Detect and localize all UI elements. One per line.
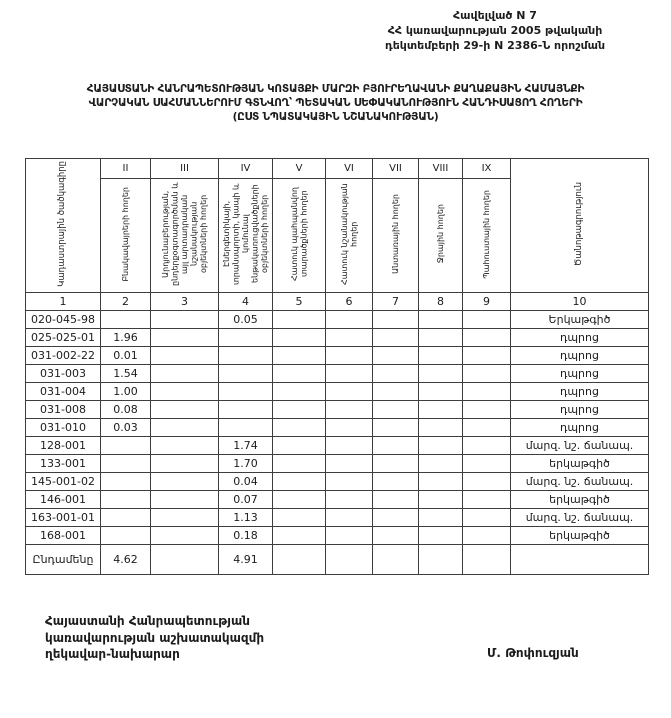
table-row xyxy=(26,473,649,491)
area-value-cell xyxy=(101,437,151,455)
area-value-cell xyxy=(463,437,511,455)
area-value-cell xyxy=(463,365,511,383)
area-value-cell xyxy=(373,455,419,473)
table-row xyxy=(26,347,649,365)
area-value-cell xyxy=(151,311,219,329)
area-value-cell xyxy=(273,455,326,473)
note-cell: Երկաթգիծ xyxy=(511,311,649,329)
footer-line-1: Հայաստանի Հանրապետության xyxy=(45,614,250,628)
appendix-line-2: ՀՀ կառավարության 2005 թվականի xyxy=(387,24,603,37)
area-value-cell xyxy=(219,383,273,401)
cadastral-code-cell: 020-045-98 xyxy=(26,311,101,329)
note-cell: մարզ. նշ. ճանապ. xyxy=(511,509,649,527)
table-row xyxy=(26,491,649,509)
total-value-cell xyxy=(373,545,419,575)
table-row xyxy=(26,527,649,545)
area-value-cell xyxy=(101,527,151,545)
area-value-cell: 0.01 xyxy=(101,347,151,365)
area-value-cell xyxy=(151,347,219,365)
area-value-cell: 1.74 xyxy=(219,437,273,455)
total-value-cell xyxy=(151,545,219,575)
table-row xyxy=(26,509,649,527)
area-value-cell: 1.54 xyxy=(101,365,151,383)
area-value-cell xyxy=(419,401,463,419)
table-row xyxy=(26,455,649,473)
area-value-cell xyxy=(273,347,326,365)
vertical-column-label: Հատուկ պահպանվող տարածքների հողեր xyxy=(289,187,308,281)
column-number: 6 xyxy=(326,293,373,311)
area-value-cell: 0.05 xyxy=(219,311,273,329)
cadastral-code-cell: 133-001 xyxy=(26,455,101,473)
cadastral-code-cell: 031-010 xyxy=(26,419,101,437)
area-value-cell xyxy=(151,365,219,383)
area-value-cell xyxy=(373,311,419,329)
appendix-line-1: Հավելված N 7 xyxy=(453,9,537,22)
area-value-cell xyxy=(373,509,419,527)
area-value-cell xyxy=(373,527,419,545)
area-value-cell xyxy=(326,527,373,545)
title-line-1: ՀԱՅԱՍՏԱՆԻ ՀԱՆՐԱՊԵՏՈՒԹՅԱՆ ԿՈՏԱՅՔԻ ՄԱՐԶԻ ԲՅՈՒՐԵՂԱՎԱՆԻ ՔԱՂԱՔԱՅԻՆ ՀԱՄԱՅՆՔԻ xyxy=(86,83,585,95)
vertical-column-label: Էներգետիկայի, տրանսպորտի, կապի և կոմունալ ենթակառուցվածքների օբյեկտների հողեր xyxy=(221,183,269,285)
column-number: 1 xyxy=(26,293,101,311)
note-cell: դպրոց xyxy=(511,401,649,419)
area-value-cell xyxy=(463,527,511,545)
area-value-cell xyxy=(373,365,419,383)
table-row xyxy=(26,383,649,401)
column-roman-numeral: V xyxy=(273,159,326,179)
area-value-cell xyxy=(463,347,511,365)
vertical-column-label: Կադաստրային ծածկագիրը xyxy=(57,161,68,287)
note-cell: դպրոց xyxy=(511,329,649,347)
column-label-cell xyxy=(373,179,419,293)
cadastral-code-cell: 163-001-01 xyxy=(26,509,101,527)
area-value-cell xyxy=(151,473,219,491)
table-row xyxy=(26,419,649,437)
area-value-cell xyxy=(419,455,463,473)
note-cell: երկաթգիծ xyxy=(511,455,649,473)
area-value-cell xyxy=(419,311,463,329)
note-cell: դպրոց xyxy=(511,347,649,365)
area-value-cell xyxy=(373,473,419,491)
column-label-cell xyxy=(326,179,373,293)
total-value-cell xyxy=(326,545,373,575)
area-value-cell xyxy=(463,329,511,347)
area-value-cell xyxy=(463,455,511,473)
area-value-cell xyxy=(273,329,326,347)
title-line-3: (ԸՍՏ ՆՊԱՏԱԿԱՅԻՆ ՆՇԱՆԱԿՈՒԹՅԱՆ) xyxy=(232,111,439,123)
note-cell: դպրոց xyxy=(511,365,649,383)
cadastral-code-cell: 145-001-02 xyxy=(26,473,101,491)
area-value-cell xyxy=(219,365,273,383)
area-value-cell xyxy=(419,509,463,527)
area-value-cell: 0.18 xyxy=(219,527,273,545)
area-value-cell xyxy=(273,509,326,527)
area-value-cell xyxy=(326,455,373,473)
table-row xyxy=(26,311,649,329)
note-cell: մարզ. նշ. ճանապ. xyxy=(511,473,649,491)
area-value-cell xyxy=(326,419,373,437)
area-value-cell xyxy=(463,383,511,401)
area-value-cell xyxy=(151,419,219,437)
total-value-cell xyxy=(511,545,649,575)
area-value-cell xyxy=(273,491,326,509)
area-value-cell xyxy=(419,437,463,455)
area-value-cell xyxy=(463,419,511,437)
cadastral-code-cell: 031-008 xyxy=(26,401,101,419)
column-label-note xyxy=(511,159,649,293)
area-value-cell: 0.08 xyxy=(101,401,151,419)
footer-line-2: կառավարության աշխատակազմի xyxy=(45,630,265,645)
column-number: 3 xyxy=(151,293,219,311)
column-number: 7 xyxy=(373,293,419,311)
cadastral-code-cell: 025-025-01 xyxy=(26,329,101,347)
vertical-column-label: Ծանոթագրություն xyxy=(573,181,584,267)
area-value-cell: 0.03 xyxy=(101,419,151,437)
area-value-cell xyxy=(326,437,373,455)
land-table xyxy=(25,158,649,575)
cadastral-code-cell: 168-001 xyxy=(26,527,101,545)
area-value-cell xyxy=(151,509,219,527)
area-value-cell xyxy=(326,401,373,419)
column-roman-numeral: VII xyxy=(373,159,419,179)
area-value-cell xyxy=(373,491,419,509)
note-cell: մարզ. նշ. ճանապ. xyxy=(511,437,649,455)
area-value-cell xyxy=(373,347,419,365)
cadastral-code-cell: 128-001 xyxy=(26,437,101,455)
area-value-cell xyxy=(151,455,219,473)
area-value-cell xyxy=(273,383,326,401)
area-value-cell xyxy=(273,401,326,419)
area-value-cell xyxy=(101,473,151,491)
note-cell: դպրոց xyxy=(511,383,649,401)
area-value-cell: 1.00 xyxy=(101,383,151,401)
area-value-cell: 0.04 xyxy=(219,473,273,491)
column-number: 10 xyxy=(511,293,649,311)
area-value-cell xyxy=(326,473,373,491)
area-value-cell xyxy=(219,419,273,437)
area-value-cell xyxy=(273,527,326,545)
column-label-cell xyxy=(419,179,463,293)
page-title xyxy=(0,82,671,124)
column-number: 8 xyxy=(419,293,463,311)
table-body xyxy=(26,311,649,575)
area-value-cell xyxy=(463,491,511,509)
column-roman-numeral: III xyxy=(151,159,219,179)
area-value-cell xyxy=(273,437,326,455)
area-value-cell xyxy=(101,491,151,509)
area-value-cell xyxy=(326,383,373,401)
column-roman-numeral: VIII xyxy=(419,159,463,179)
area-value-cell xyxy=(419,347,463,365)
area-value-cell xyxy=(419,527,463,545)
cadastral-code-cell: 031-002-22 xyxy=(26,347,101,365)
cadastral-code-cell: 146-001 xyxy=(26,491,101,509)
vertical-column-label: Հատուկ նշանակության հողեր xyxy=(339,183,358,285)
column-number: 2 xyxy=(101,293,151,311)
column-label-cell xyxy=(151,179,219,293)
column-number: 5 xyxy=(273,293,326,311)
total-value-cell xyxy=(273,545,326,575)
area-value-cell xyxy=(151,437,219,455)
column-roman-numeral: IV xyxy=(219,159,273,179)
area-value-cell xyxy=(326,509,373,527)
area-value-cell xyxy=(463,401,511,419)
area-value-cell xyxy=(373,383,419,401)
column-label-cell xyxy=(101,179,151,293)
total-value-cell xyxy=(463,545,511,575)
area-value-cell xyxy=(273,419,326,437)
column-number: 9 xyxy=(463,293,511,311)
column-roman-numeral: VI xyxy=(326,159,373,179)
area-value-cell xyxy=(219,401,273,419)
signature-name: Մ. Թոփուզյան xyxy=(487,646,579,660)
total-row xyxy=(26,545,649,575)
area-value-cell xyxy=(219,329,273,347)
area-value-cell xyxy=(373,437,419,455)
column-label-cell xyxy=(219,179,273,293)
vertical-column-label: Անտառային հողեր xyxy=(390,194,400,274)
table-row xyxy=(26,365,649,383)
area-value-cell xyxy=(101,455,151,473)
table-row xyxy=(26,437,649,455)
title-line-2: ՎԱՐՉԱԿԱՆ ՍԱՀՄԱՆՆԵՐՈՒՄ ԳՏՆՎՈՂ՝ ՊԵՏԱԿԱՆ ՍԵՓԱԿԱՆՈՒԹՅՈՒՆ ՀԱՆԴԻՍԱՑՈՂ ՀՈՂԵՐԻ xyxy=(88,97,583,109)
cadastral-code-cell: 031-003 xyxy=(26,365,101,383)
area-value-cell: 0.07 xyxy=(219,491,273,509)
table-head xyxy=(26,159,649,311)
area-value-cell xyxy=(419,329,463,347)
area-value-cell xyxy=(101,311,151,329)
area-value-cell xyxy=(151,383,219,401)
area-value-cell xyxy=(273,365,326,383)
column-label-cadastral-code xyxy=(26,159,101,293)
area-value-cell xyxy=(373,329,419,347)
footer-line-3: ղեկավար-նախարար xyxy=(45,647,180,661)
note-cell: երկաթգիծ xyxy=(511,527,649,545)
total-value-cell xyxy=(419,545,463,575)
table-row xyxy=(26,401,649,419)
area-value-cell xyxy=(326,329,373,347)
area-value-cell: 1.96 xyxy=(101,329,151,347)
area-value-cell xyxy=(419,365,463,383)
area-value-cell xyxy=(463,509,511,527)
area-value-cell xyxy=(419,419,463,437)
footer-signatory-block xyxy=(45,613,264,663)
cadastral-code-cell: 031-004 xyxy=(26,383,101,401)
table-row xyxy=(26,329,649,347)
vertical-column-label: Բնակավայրերի հողեր xyxy=(120,186,130,282)
area-value-cell xyxy=(326,311,373,329)
area-value-cell xyxy=(463,311,511,329)
area-value-cell xyxy=(151,401,219,419)
area-value-cell xyxy=(326,365,373,383)
vertical-column-label: Ջրային հողեր xyxy=(435,204,445,264)
area-value-cell xyxy=(151,329,219,347)
area-value-cell xyxy=(219,347,273,365)
column-label-cell xyxy=(463,179,511,293)
area-value-cell xyxy=(463,473,511,491)
appendix-block xyxy=(320,8,670,53)
total-label-cell: Ընդամենը xyxy=(26,545,101,575)
note-cell: երկաթգիծ xyxy=(511,491,649,509)
vertical-column-label: Պահուստային հողեր xyxy=(481,189,491,279)
total-value-cell: 4.91 xyxy=(219,545,273,575)
area-value-cell xyxy=(151,527,219,545)
area-value-cell xyxy=(273,473,326,491)
appendix-line-3: դեկտեմբերի 29-ի N 2386-Ն որոշման xyxy=(384,39,606,52)
area-value-cell xyxy=(326,347,373,365)
area-value-cell xyxy=(419,473,463,491)
vertical-column-label: Արդյունաբերության, ընդերքօգտագործման և այլ արտադրական նշանակության օբյեկտների հողեր xyxy=(160,182,208,286)
area-value-cell xyxy=(419,383,463,401)
area-value-cell: 1.70 xyxy=(219,455,273,473)
total-value-cell: 4.62 xyxy=(101,545,151,575)
area-value-cell: 1.13 xyxy=(219,509,273,527)
area-value-cell xyxy=(273,311,326,329)
area-value-cell xyxy=(101,509,151,527)
area-value-cell xyxy=(151,491,219,509)
area-value-cell xyxy=(419,491,463,509)
note-cell: դպրոց xyxy=(511,419,649,437)
column-number: 4 xyxy=(219,293,273,311)
column-roman-numeral: II xyxy=(101,159,151,179)
area-value-cell xyxy=(326,491,373,509)
column-label-cell xyxy=(273,179,326,293)
area-value-cell xyxy=(373,401,419,419)
area-value-cell xyxy=(373,419,419,437)
column-roman-numeral: IX xyxy=(463,159,511,179)
